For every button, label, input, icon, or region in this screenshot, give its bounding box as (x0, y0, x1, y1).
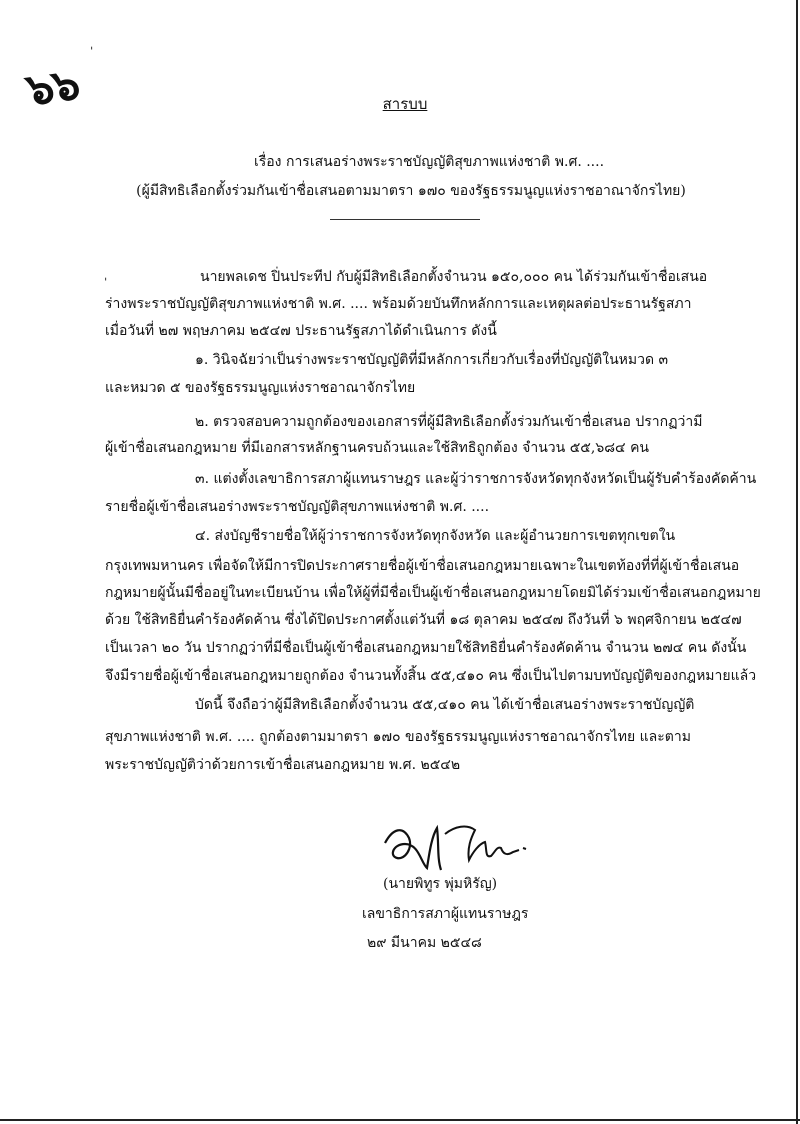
body-line: บัดนี้ จึงถือว่าผู้มีสิทธิเลือกตั้งจำนวน ๕๕,๔๑๐ คน ได้เข้าชื่อเสนอร่างพระราชบัญญัติ (195, 697, 695, 713)
title-divider (330, 219, 480, 220)
body-line: รายชื่อผู้เข้าชื่อเสนอร่างพระราชบัญญัติสุขภาพแห่งชาติ พ.ศ. .... (105, 499, 490, 515)
scan-speck: ˌ (104, 268, 108, 282)
body-line: ๑. วินิจฉัยว่าเป็นร่างพระราชบัญญัติที่มีหลักการเกี่ยวกับเรื่องที่บัญญัติในหมวด ๓ (195, 352, 669, 368)
handwritten-page-number: ๖๖ (22, 58, 82, 117)
body-line: ร่างพระราชบัญญัติสุขภาพแห่งชาติ พ.ศ. .... พร้อมด้วยบันทึกหลักการและเหตุผลต่อประธานรัฐสภา (105, 296, 692, 312)
body-line: ๔. ส่งบัญชีรายชื่อให้ผู้ว่าราชการจังหวัดทุกจังหวัด และผู้อำนวยการเขตทุกเขตใน (195, 528, 676, 544)
subject-line-2: (ผู้มีสิทธิเลือกตั้งร่วมกันเข้าชื่อเสนอตามมาตรา ๑๗๐ ของรัฐธรรมนูญแห่งราชอาณาจักรไทย) (136, 183, 686, 199)
subject-line-1: เรื่อง การเสนอร่างพระราชบัญญัติสุขภาพแห่งชาติ พ.ศ. .... (253, 154, 605, 170)
signatory-position: เลขาธิการสภาผู้แทนราษฎร (362, 906, 529, 922)
body-line: ผู้เข้าชื่อเสนอกฎหมาย ที่มีเอกสารหลักฐานครบถ้วนและใช้สิทธิถูกต้อง จำนวน ๕๕,๖๘๔ คน (105, 440, 650, 456)
body-line: ๓. แต่งตั้งเลขาธิการสภาผู้แทนราษฎร และผู้ว่าราชการจังหวัดทุกจังหวัดเป็นผู้รับคำร้องคัดค้าน (195, 471, 757, 487)
body-line: สุขภาพแห่งชาติ พ.ศ. .... ถูกต้องตามมาตรา ๑๗๐ ของรัฐธรรมนูญแห่งราชอาณาจักรไทย และตาม (105, 729, 691, 745)
scan-speck: ˈ (90, 45, 94, 59)
signatory-name: (นายพิทูร พุ่มหิรัญ) (383, 876, 498, 892)
body-line: ๒. ตรวจสอบความถูกต้องของเอกสารที่ผู้มีสิทธิเลือกตั้งร่วมกันเข้าชื่อเสนอ ปรากฏว่ามี (195, 414, 703, 430)
body-line: พระราชบัญญัติว่าด้วยการเข้าชื่อเสนอกฎหมาย พ.ศ. ๒๕๔๒ (105, 757, 461, 773)
body-line: จึงมีรายชื่อผู้เข้าชื่อเสนอกฎหมายถูกต้อง จำนวนทั้งสิ้น ๕๕,๔๑๐ คน ซึ่งเป็นไปตามบทบัญญัติของกฎหมายแล้ว (105, 668, 757, 684)
body-line: กฎหมายผู้นั้นมีชื่ออยู่ในทะเบียนบ้าน เพื่อให้ผู้ที่มีชื่อเป็นผู้เข้าชื่อเสนอกฎหมายโดยมิได้ร่วมเข้าชื่อเสนอกฎหมาย (105, 585, 761, 601)
page-edge-bottom (0, 1119, 800, 1121)
signature-date: ๒๙ มีนาคม ๒๕๔๘ (367, 935, 482, 951)
document-title: สารบบ (382, 95, 428, 113)
handwritten-signature (375, 808, 535, 878)
body-line: กรุงเทพมหานคร เพื่อจัดให้มีการปิดประกาศรายชื่อผู้เข้าชื่อเสนอกฎหมายเฉพาะในเขตท้องที่ที่ผู้เข้าชื่อเสนอ (105, 558, 740, 574)
body-line: และหมวด ๕ ของรัฐธรรมนูญแห่งราชอาณาจักรไทย (105, 380, 416, 396)
body-line: นายพลเดช ปิ่นประทีป กับผู้มีสิทธิเลือกตั้งจำนวน ๑๕๐,๐๐๐ คน ได้ร่วมกันเข้าชื่อเสนอ (200, 269, 708, 285)
body-line: เมื่อวันที่ ๒๗ พฤษภาคม ๒๕๔๗ ประธานรัฐสภาได้ดำเนินการ ดังนี้ (105, 323, 497, 339)
body-line: ด้วย ใช้สิทธิยื่นคำร้องคัดค้าน ซึ่งได้ปิดประกาศตั้งแต่วันที่ ๑๘ ตุลาคม ๒๕๔๗ ถึงวันที่ ๖ พฤศจิกายน ๒๕๔๗ (105, 612, 742, 628)
body-line: เป็นเวลา ๒๐ วัน ปรากฏว่าที่มีชื่อเป็นผู้เข้าชื่อเสนอกฎหมายใช้สิทธิยื่นคำร้องคัดค้าน จำนวน ๒๗๔ คน ดังนั้น (105, 640, 747, 656)
